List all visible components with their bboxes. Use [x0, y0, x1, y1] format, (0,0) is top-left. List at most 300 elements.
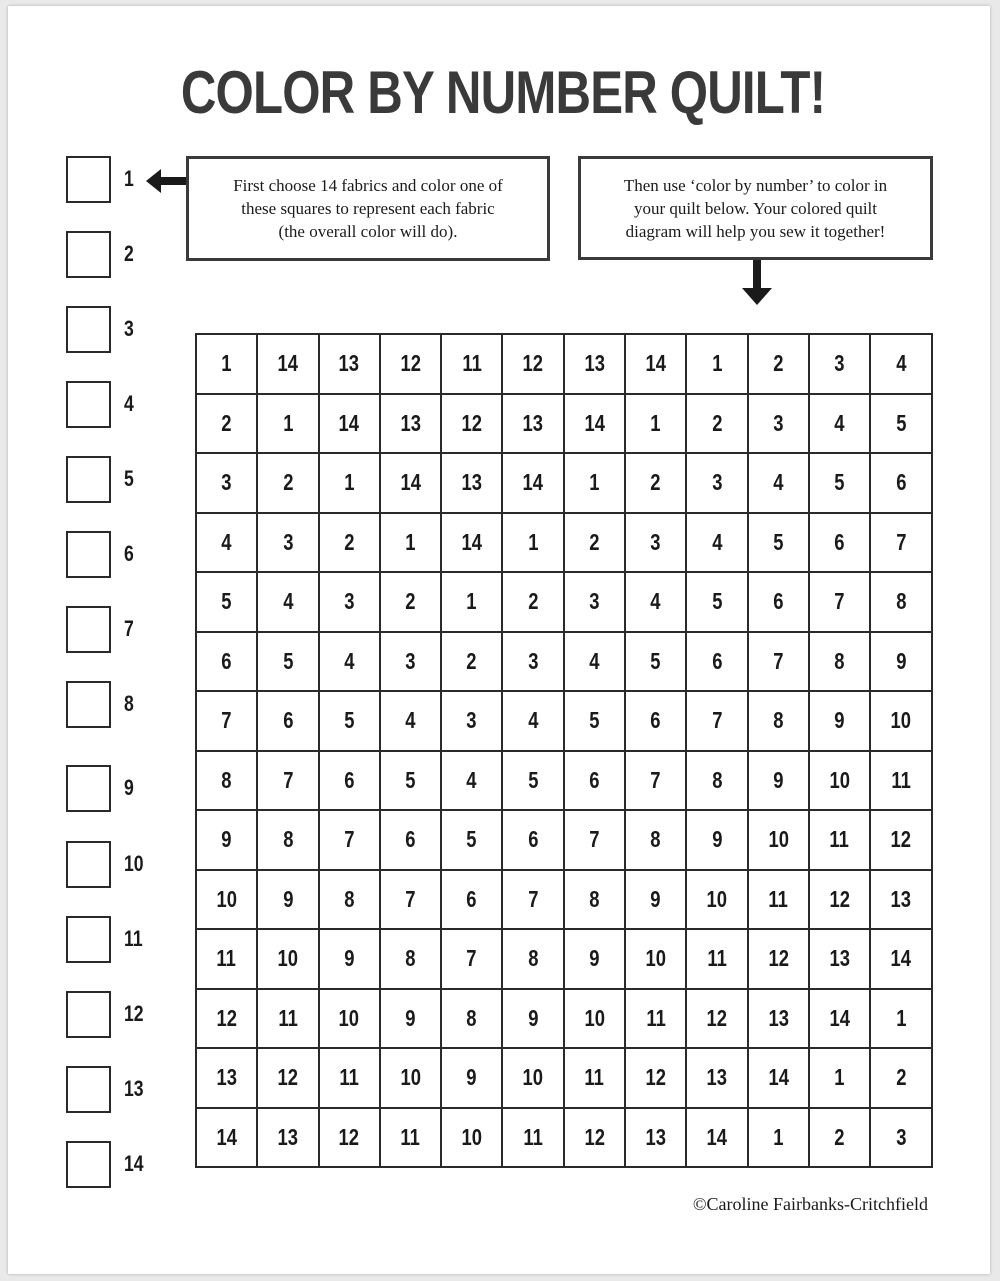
- quilt-cell-number: 14: [277, 350, 299, 377]
- quilt-cell-number: 13: [645, 1123, 666, 1150]
- quilt-cell-number: 14: [706, 1123, 728, 1150]
- color-swatch-box[interactable]: [66, 765, 111, 812]
- quilt-cell[interactable]: [564, 1108, 625, 1168]
- quilt-cell-number: 14: [522, 469, 544, 496]
- quilt-cell[interactable]: [748, 929, 809, 989]
- fabric-swatch-row: [66, 231, 186, 283]
- quilt-cell-number: 9: [589, 945, 600, 972]
- quilt-cell[interactable]: [748, 632, 809, 692]
- quilt-cell[interactable]: [196, 1048, 257, 1108]
- color-swatch-box[interactable]: [66, 681, 111, 728]
- quilt-cell[interactable]: [441, 929, 502, 989]
- arrow-down-icon: [740, 260, 774, 306]
- quilt-cell[interactable]: [380, 632, 441, 692]
- quilt-cell[interactable]: [870, 691, 931, 751]
- quilt-cell-number: 1: [344, 469, 355, 496]
- quilt-cell-number: 8: [650, 826, 661, 853]
- color-swatch-box[interactable]: [66, 606, 111, 653]
- worksheet-page: [8, 6, 990, 1274]
- quilt-cell-number: 7: [405, 885, 416, 912]
- quilt-cell[interactable]: [870, 989, 931, 1049]
- color-swatch-box[interactable]: [66, 916, 111, 963]
- fabric-swatch-row: [66, 841, 186, 893]
- quilt-cell[interactable]: [748, 453, 809, 513]
- quilt-cell-number: 3: [711, 469, 723, 496]
- quilt-cell[interactable]: [686, 572, 747, 632]
- quilt-cell[interactable]: [748, 513, 809, 573]
- quilt-row: [196, 751, 932, 811]
- quilt-cell[interactable]: [686, 989, 747, 1049]
- color-swatch-box[interactable]: [66, 306, 111, 353]
- quilt-cell[interactable]: [809, 632, 870, 692]
- quilt-cell[interactable]: [441, 810, 502, 870]
- arrow-left-icon: [146, 168, 188, 194]
- quilt-cell[interactable]: [748, 394, 809, 454]
- quilt-cell-number: 6: [895, 469, 907, 496]
- quilt-cell[interactable]: [870, 1108, 931, 1168]
- quilt-row: [196, 513, 932, 573]
- color-swatch-box[interactable]: [66, 456, 111, 503]
- quilt-cell-number: 13: [890, 885, 912, 912]
- quilt-cell[interactable]: [380, 394, 441, 454]
- quilt-cell-number: 14: [400, 469, 421, 496]
- quilt-cell-number: 9: [834, 707, 845, 734]
- quilt-cell[interactable]: [870, 334, 931, 394]
- quilt-cell-number: 13: [216, 1064, 237, 1091]
- quilt-cell[interactable]: [319, 929, 380, 989]
- quilt-cell-number: 1: [282, 409, 294, 436]
- quilt-cell[interactable]: [748, 334, 809, 394]
- quilt-cell-number: 9: [221, 826, 232, 853]
- quilt-cell[interactable]: [686, 1108, 747, 1168]
- quilt-row: [196, 632, 932, 692]
- quilt-cell[interactable]: [686, 929, 747, 989]
- quilt-cell-number: 3: [405, 647, 416, 674]
- quilt-cell[interactable]: [257, 1108, 318, 1168]
- quilt-cell-number: 3: [773, 409, 784, 436]
- swatch-number: 5: [124, 466, 134, 491]
- quilt-cell-number: 14: [829, 1004, 850, 1031]
- quilt-cell[interactable]: [257, 810, 318, 870]
- quilt-cell[interactable]: [748, 691, 809, 751]
- quilt-cell[interactable]: [502, 870, 563, 930]
- quilt-cell-number: 5: [773, 528, 784, 555]
- quilt-cell-number: 1: [221, 350, 232, 377]
- quilt-cell[interactable]: [441, 1108, 502, 1168]
- quilt-cell[interactable]: [380, 810, 441, 870]
- quilt-cell[interactable]: [196, 394, 257, 454]
- quilt-cell[interactable]: [441, 691, 502, 751]
- quilt-cell[interactable]: [196, 572, 257, 632]
- quilt-cell[interactable]: [257, 572, 318, 632]
- quilt-cell-number: 6: [528, 826, 539, 853]
- quilt-cell[interactable]: [686, 810, 747, 870]
- color-swatch-box[interactable]: [66, 381, 111, 428]
- quilt-cell[interactable]: [564, 870, 625, 930]
- quilt-cell[interactable]: [380, 1108, 441, 1168]
- quilt-row: [196, 1108, 932, 1168]
- quilt-cell-number: 9: [773, 766, 784, 793]
- quilt-cell[interactable]: [196, 453, 257, 513]
- quilt-cell[interactable]: [319, 751, 380, 811]
- quilt-cell[interactable]: [502, 751, 563, 811]
- quilt-cell-number: 6: [773, 588, 784, 615]
- quilt-cell[interactable]: [625, 929, 686, 989]
- quilt-cell[interactable]: [564, 929, 625, 989]
- quilt-cell[interactable]: [686, 513, 747, 573]
- quilt-cell[interactable]: [809, 870, 870, 930]
- quilt-cell[interactable]: [564, 691, 625, 751]
- quilt-cell[interactable]: [748, 1048, 809, 1108]
- quilt-cell[interactable]: [748, 1108, 809, 1168]
- quilt-cell[interactable]: [809, 1048, 870, 1108]
- quilt-cell[interactable]: [196, 870, 257, 930]
- quilt-cell[interactable]: [625, 453, 686, 513]
- quilt-cell[interactable]: [870, 929, 931, 989]
- quilt-cell[interactable]: [196, 810, 257, 870]
- quilt-cell[interactable]: [686, 632, 747, 692]
- quilt-cell-number: 4: [221, 528, 232, 555]
- quilt-cell[interactable]: [196, 929, 257, 989]
- quilt-cell[interactable]: [196, 513, 257, 573]
- quilt-cell[interactable]: [564, 572, 625, 632]
- quilt-cell[interactable]: [196, 989, 257, 1049]
- quilt-cell[interactable]: [564, 751, 625, 811]
- quilt-cell[interactable]: [809, 513, 870, 573]
- quilt-cell[interactable]: [319, 1048, 380, 1108]
- quilt-cell-number: 1: [528, 528, 539, 555]
- quilt-cell[interactable]: [319, 1108, 380, 1168]
- quilt-cell[interactable]: [502, 394, 563, 454]
- quilt-cell[interactable]: [809, 572, 870, 632]
- quilt-cell[interactable]: [380, 513, 441, 573]
- callout-left-line: (the overall color will do).: [278, 222, 458, 241]
- quilt-cell-number: 11: [462, 350, 482, 377]
- quilt-cell[interactable]: [441, 751, 502, 811]
- quilt-cell[interactable]: [502, 810, 563, 870]
- quilt-cell[interactable]: [748, 870, 809, 930]
- quilt-row: [196, 691, 932, 751]
- quilt-cell[interactable]: [625, 1048, 686, 1108]
- quilt-cell[interactable]: [502, 632, 563, 692]
- quilt-cell[interactable]: [686, 453, 747, 513]
- swatch-number: 9: [124, 775, 134, 800]
- quilt-cell[interactable]: [380, 1048, 441, 1108]
- quilt-cell[interactable]: [380, 929, 441, 989]
- quilt-cell-number: 8: [834, 647, 845, 674]
- swatch-number: 2: [124, 241, 134, 266]
- quilt-cell[interactable]: [748, 989, 809, 1049]
- quilt-cell[interactable]: [380, 572, 441, 632]
- quilt-cell-number: 4: [650, 588, 661, 615]
- quilt-cell-number: 2: [344, 528, 355, 555]
- instruction-callout-right: [578, 156, 933, 260]
- quilt-cell-number: 3: [466, 707, 477, 734]
- fabric-swatch-row: [66, 606, 186, 658]
- quilt-cell-number: 7: [344, 826, 355, 853]
- quilt-cell-number: 9: [711, 826, 723, 853]
- quilt-cell[interactable]: [870, 394, 931, 454]
- quilt-cell-number: 8: [589, 885, 600, 912]
- quilt-cell[interactable]: [564, 632, 625, 692]
- quilt-cell-number: 11: [768, 885, 789, 912]
- quilt-cell-number: 2: [650, 469, 661, 496]
- quilt-cell[interactable]: [380, 989, 441, 1049]
- fabric-swatch-row: [66, 1066, 186, 1118]
- quilt-cell-number: 11: [278, 1004, 298, 1031]
- quilt-cell[interactable]: [625, 394, 686, 454]
- quilt-cell[interactable]: [748, 810, 809, 870]
- quilt-cell[interactable]: [564, 1048, 625, 1108]
- quilt-cell-number: 2: [282, 469, 294, 496]
- quilt-cell[interactable]: [809, 691, 870, 751]
- quilt-cell[interactable]: [380, 751, 441, 811]
- quilt-cell[interactable]: [257, 513, 318, 573]
- copyright-text: ©Caroline Fairbanks-Critchfield: [692, 1194, 928, 1214]
- color-swatch-box[interactable]: [66, 991, 111, 1038]
- quilt-cell-number: 1: [466, 588, 477, 615]
- quilt-cell[interactable]: [625, 1108, 686, 1168]
- quilt-cell[interactable]: [441, 394, 502, 454]
- fabric-swatch-row: [66, 916, 186, 968]
- quilt-cell-number: 6: [589, 766, 600, 793]
- quilt-cell[interactable]: [257, 334, 318, 394]
- quilt-cell[interactable]: [564, 989, 625, 1049]
- quilt-cell[interactable]: [625, 572, 686, 632]
- quilt-cell-number: 14: [890, 945, 912, 972]
- quilt-row: [196, 870, 932, 930]
- quilt-cell[interactable]: [625, 810, 686, 870]
- quilt-cell[interactable]: [686, 1048, 747, 1108]
- quilt-cell[interactable]: [870, 572, 931, 632]
- color-swatch-box[interactable]: [66, 1066, 111, 1113]
- quilt-cell[interactable]: [686, 870, 747, 930]
- quilt-cell[interactable]: [257, 989, 318, 1049]
- quilt-cell[interactable]: [625, 691, 686, 751]
- quilt-cell[interactable]: [502, 691, 563, 751]
- quilt-cell[interactable]: [686, 691, 747, 751]
- quilt-cell[interactable]: [625, 989, 686, 1049]
- quilt-cell-number: 1: [773, 1123, 784, 1150]
- quilt-cell-number: 4: [711, 528, 723, 555]
- quilt-cell-number: 7: [650, 766, 661, 793]
- quilt-cell[interactable]: [196, 691, 257, 751]
- quilt-cell[interactable]: [319, 691, 380, 751]
- quilt-cell[interactable]: [748, 572, 809, 632]
- quilt-cell[interactable]: [319, 513, 380, 573]
- quilt-cell[interactable]: [441, 1048, 502, 1108]
- quilt-cell[interactable]: [319, 870, 380, 930]
- quilt-cell-number: 12: [829, 885, 850, 912]
- quilt-grid: [195, 333, 933, 1168]
- quilt-cell-number: 9: [344, 945, 355, 972]
- quilt-cell[interactable]: [564, 334, 625, 394]
- quilt-cell[interactable]: [380, 334, 441, 394]
- quilt-cell[interactable]: [319, 334, 380, 394]
- color-swatch-box[interactable]: [66, 231, 111, 278]
- quilt-cell[interactable]: [257, 751, 318, 811]
- quilt-cell-number: 2: [711, 409, 723, 436]
- quilt-cell-number: 5: [344, 707, 355, 734]
- quilt-cell[interactable]: [196, 334, 257, 394]
- quilt-cell[interactable]: [319, 394, 380, 454]
- quilt-cell-number: 13: [461, 469, 483, 496]
- fabric-swatch-row: [66, 306, 186, 358]
- quilt-cell[interactable]: [380, 453, 441, 513]
- quilt-cell-number: 12: [522, 350, 544, 377]
- quilt-cell[interactable]: [564, 513, 625, 573]
- quilt-cell[interactable]: [502, 989, 563, 1049]
- quilt-cell[interactable]: [809, 989, 870, 1049]
- quilt-cell[interactable]: [748, 751, 809, 811]
- quilt-cell[interactable]: [686, 334, 747, 394]
- quilt-cell[interactable]: [196, 1108, 257, 1168]
- quilt-cell[interactable]: [686, 394, 747, 454]
- quilt-cell[interactable]: [319, 572, 380, 632]
- quilt-cell[interactable]: [809, 453, 870, 513]
- quilt-cell-number: 10: [522, 1064, 544, 1091]
- quilt-cell-number: 8: [344, 885, 355, 912]
- quilt-cell[interactable]: [319, 989, 380, 1049]
- quilt-cell[interactable]: [625, 632, 686, 692]
- color-swatch-box[interactable]: [66, 841, 111, 888]
- quilt-row: [196, 394, 932, 454]
- quilt-cell[interactable]: [809, 334, 870, 394]
- quilt-cell[interactable]: [809, 394, 870, 454]
- quilt-cell-number: 3: [589, 588, 600, 615]
- quilt-cell[interactable]: [257, 394, 318, 454]
- quilt-cell[interactable]: [319, 810, 380, 870]
- quilt-cell-number: 10: [706, 885, 728, 912]
- swatch-number: 8: [124, 691, 134, 716]
- color-swatch-box[interactable]: [66, 156, 111, 203]
- quilt-cell-number: 2: [589, 528, 600, 555]
- quilt-cell[interactable]: [441, 453, 502, 513]
- quilt-cell-number: 6: [650, 707, 661, 734]
- quilt-cell[interactable]: [502, 572, 563, 632]
- quilt-cell[interactable]: [441, 334, 502, 394]
- quilt-cell-number: 8: [221, 766, 232, 793]
- quilt-cell[interactable]: [441, 989, 502, 1049]
- quilt-cell[interactable]: [564, 453, 625, 513]
- quilt-cell[interactable]: [502, 929, 563, 989]
- quilt-row: [196, 929, 932, 989]
- quilt-cell-number: 3: [282, 528, 294, 555]
- quilt-cell-number: 9: [895, 647, 907, 674]
- quilt-cell-number: 8: [711, 766, 723, 793]
- quilt-cell-number: 7: [834, 588, 845, 615]
- quilt-cell[interactable]: [809, 929, 870, 989]
- quilt-cell[interactable]: [502, 513, 563, 573]
- quilt-cell-number: 5: [834, 469, 845, 496]
- quilt-cell[interactable]: [257, 453, 318, 513]
- quilt-cell[interactable]: [625, 751, 686, 811]
- quilt-cell[interactable]: [809, 1108, 870, 1168]
- quilt-cell[interactable]: [564, 810, 625, 870]
- callout-right-line: your quilt below. Your colored quilt: [633, 199, 878, 218]
- quilt-cell[interactable]: [502, 453, 563, 513]
- quilt-cell[interactable]: [319, 632, 380, 692]
- quilt-cell-number: 12: [890, 826, 912, 853]
- quilt-cell[interactable]: [870, 513, 931, 573]
- quilt-cell[interactable]: [441, 513, 502, 573]
- quilt-row: [196, 334, 932, 394]
- quilt-cell[interactable]: [686, 751, 747, 811]
- quilt-cell-number: 6: [344, 766, 355, 793]
- quilt-cell-number: 4: [895, 350, 907, 377]
- quilt-cell-number: 5: [405, 766, 416, 793]
- quilt-cell[interactable]: [870, 870, 931, 930]
- quilt-cell-number: 14: [768, 1064, 789, 1091]
- quilt-cell-number: 13: [829, 945, 850, 972]
- quilt-cell-number: 10: [400, 1064, 421, 1091]
- quilt-cell-number: 6: [834, 528, 845, 555]
- quilt-cell[interactable]: [870, 632, 931, 692]
- quilt-cell-number: 7: [589, 826, 600, 853]
- quilt-cell[interactable]: [441, 870, 502, 930]
- quilt-cell-number: 13: [768, 1004, 789, 1031]
- quilt-cell-number: 4: [344, 647, 355, 674]
- quilt-cell-number: 7: [221, 707, 232, 734]
- quilt-cell[interactable]: [809, 751, 870, 811]
- quilt-cell[interactable]: [502, 1108, 563, 1168]
- quilt-cell-number: 2: [773, 350, 784, 377]
- quilt-cell[interactable]: [257, 870, 318, 930]
- quilt-cell[interactable]: [380, 691, 441, 751]
- quilt-cell-number: 7: [773, 647, 784, 674]
- quilt-cell[interactable]: [257, 632, 318, 692]
- quilt-cell-number: 4: [589, 647, 600, 674]
- quilt-cell[interactable]: [564, 394, 625, 454]
- quilt-cell[interactable]: [319, 453, 380, 513]
- quilt-cell[interactable]: [257, 691, 318, 751]
- quilt-cell[interactable]: [870, 453, 931, 513]
- quilt-cell-number: 11: [707, 945, 727, 972]
- quilt-cell-number: 4: [834, 409, 845, 436]
- quilt-cell-number: 5: [282, 647, 294, 674]
- quilt-cell[interactable]: [625, 513, 686, 573]
- quilt-cell[interactable]: [441, 572, 502, 632]
- quilt-cell-number: 6: [221, 647, 232, 674]
- quilt-cell[interactable]: [441, 632, 502, 692]
- quilt-cell-number: 2: [834, 1123, 845, 1150]
- quilt-cell-number: 9: [405, 1004, 416, 1031]
- quilt-cell[interactable]: [870, 751, 931, 811]
- quilt-cell[interactable]: [625, 334, 686, 394]
- quilt-cell[interactable]: [380, 870, 441, 930]
- quilt-cell-number: 10: [768, 826, 789, 853]
- quilt-cell-number: 3: [344, 588, 355, 615]
- quilt-cell[interactable]: [625, 870, 686, 930]
- quilt-cell[interactable]: [257, 1048, 318, 1108]
- color-swatch-box[interactable]: [66, 1141, 111, 1188]
- quilt-cell-number: 9: [650, 885, 661, 912]
- quilt-cell-number: 1: [895, 1004, 907, 1031]
- quilt-cell[interactable]: [870, 1048, 931, 1108]
- quilt-cell[interactable]: [870, 810, 931, 870]
- quilt-cell[interactable]: [502, 334, 563, 394]
- quilt-cell[interactable]: [257, 929, 318, 989]
- quilt-cell-number: 5: [895, 409, 907, 436]
- quilt-cell[interactable]: [809, 810, 870, 870]
- quilt-cell-number: 13: [706, 1064, 728, 1091]
- color-swatch-box[interactable]: [66, 531, 111, 578]
- quilt-cell-number: 13: [338, 350, 360, 377]
- quilt-cell[interactable]: [196, 751, 257, 811]
- quilt-cell[interactable]: [502, 1048, 563, 1108]
- quilt-cell-number: 4: [405, 707, 416, 734]
- quilt-cell[interactable]: [196, 632, 257, 692]
